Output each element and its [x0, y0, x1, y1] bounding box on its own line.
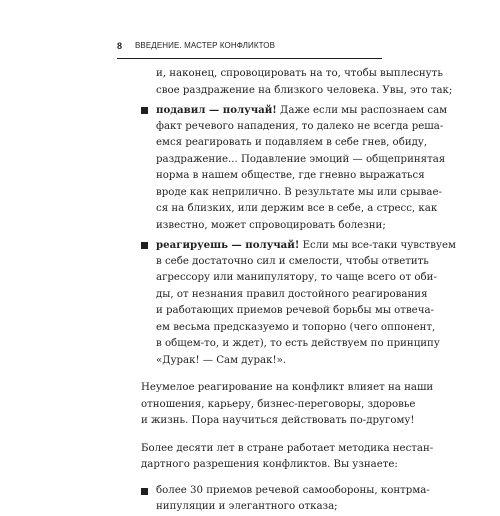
bullet-square-icon: [141, 107, 148, 114]
bullet-item-react: [141, 237, 456, 369]
header-rule: [117, 58, 382, 59]
text-line: реагируешь — получай! Если мы все-таки чувствуем: [156, 239, 456, 251]
text-line: и работающих приемов речевой борьбы мы отвеча-: [156, 305, 434, 316]
text-line: Неумелое реагирование на конфликт влияет на наши: [141, 382, 434, 393]
paragraph: [141, 380, 434, 430]
text-line: агрессору или манипулятору, то чаще всего от оби-: [156, 272, 437, 283]
bullet-square-icon: [141, 242, 148, 249]
text-line: и, наконец, спровоцировать на то, чтобы выплеснуть: [156, 68, 443, 79]
text-line: нипуляции и элегантного отказа;: [156, 501, 338, 512]
text-line: ем весьма предсказуемо и топорно (чего оппонент,: [156, 321, 436, 333]
paragraph-gap: [141, 430, 401, 441]
bullet-square-icon: [141, 488, 148, 495]
text-line: Более десяти лет в стране работает методика нестан-: [141, 442, 434, 454]
text-line: в общем-то, и ждет), то есть действуем по принципу: [156, 338, 440, 349]
bullet-continuation: [141, 66, 453, 99]
text-line: емся реагировать и подавляем в себе гнев, обиду,: [156, 137, 428, 148]
paragraph-gap: [141, 369, 401, 380]
paragraph: [141, 441, 434, 474]
running-title: ВВЕДЕНИЕ. МАСТЕР КОНФЛИКТОВ: [135, 41, 276, 50]
bullet-item-techniques: [141, 483, 430, 516]
bullet-lead: реагируешь — получай!: [156, 239, 300, 251]
page-header: [117, 41, 382, 55]
text-line: более 30 приемов речевой самообороны, контрма-: [156, 484, 430, 496]
body-text: [141, 66, 456, 516]
text-line: норма в нашем обществе, где гневно выражаться: [156, 170, 425, 181]
text-line: свое раздражение на близкого человека. Увы, это так;: [156, 84, 453, 96]
page-number: 8: [117, 41, 123, 51]
text-line: «Дурак! — Сам дурак!».: [156, 354, 287, 366]
text-line: отношения, карьеру, бизнес-переговоры, здоровье: [141, 398, 416, 410]
bullet-lead: подавил — получай!: [156, 104, 277, 116]
text-line: раздражение... Подавление эмоций — общепринятая: [156, 153, 446, 165]
text-line: известно, может спровоцировать болезни;: [156, 219, 386, 231]
text-line: и жизнь. Пора научиться действовать по-другому!: [141, 415, 415, 426]
text-line: дартного разрешения конфликтов. Вы узнаете:: [141, 459, 398, 470]
text-line: подавил — получай! Даже если мы распознаем сам: [156, 104, 448, 116]
text-line: в себе достаточно сил и смелости, чтобы ответить: [156, 255, 429, 267]
text-line: ды, от незнания правил достойного реагирования: [156, 288, 428, 300]
bullet-item-suppressed: [141, 102, 448, 234]
text-line: вроде как неприлично. В результате мы или срывае-: [156, 186, 442, 198]
text-line: факт речевого нападения, то далеко не всегда реша-: [156, 120, 444, 132]
text-line: ся на близких, или держим все в себе, а стресс, как: [156, 203, 438, 214]
